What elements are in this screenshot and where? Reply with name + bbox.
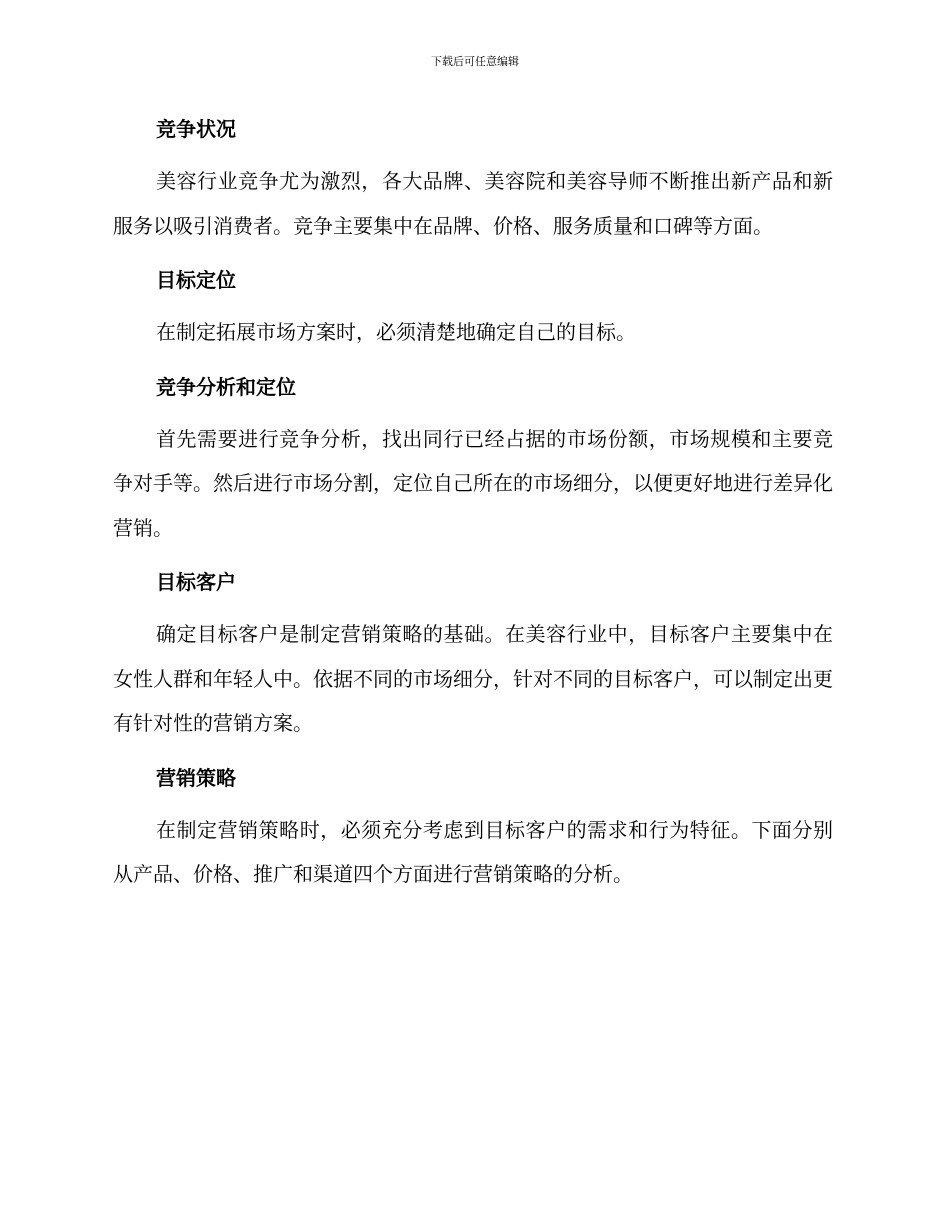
section-paragraph-competitive-analysis: 首先需要进行竞争分析，找出同行已经占据的市场份额，市场规模和主要竞争对手等。然后进行市场分割，定位自己所在的市场细分，以便更好地进行差异化营销。 — [113, 426, 833, 540]
section-heading-competition: 竞争状况 — [156, 117, 236, 141]
section-heading-target-positioning: 目标定位 — [156, 268, 236, 292]
page-header-note: 下载后可任意编辑 — [431, 55, 519, 68]
section-paragraph-target-positioning: 在制定拓展市场方案时，必须清楚地确定自己的目标。 — [156, 320, 636, 344]
section-heading-marketing-strategy: 营销策略 — [156, 765, 236, 790]
document-body — [113, 112, 833, 897]
section-heading-competitive-analysis: 竞争分析和定位 — [156, 374, 296, 399]
section-heading-target-customers: 目标客户 — [156, 570, 236, 594]
section-paragraph-marketing-strategy: 在制定营销策略时，必须充分考虑到目标客户的需求和行为特征。下面分别从产品、价格、推广和渠道四个方面进行营销策略的分析。 — [113, 817, 833, 886]
section-paragraph-target-customers: 确定目标客户是制定营销策略的基础。在美容行业中，目标客户主要集中在女性人群和年轻人中。依据不同的市场细分，针对不同的目标客户，可以制定出更有针对性的营销方案。 — [113, 622, 833, 735]
section-paragraph-competition: 美容行业竞争尤为激烈，各大品牌、美容院和美容导师不断推出新产品和新服务以吸引消费者。竞争主要集中在品牌、价格、服务质量和口碑等方面。 — [113, 169, 833, 238]
